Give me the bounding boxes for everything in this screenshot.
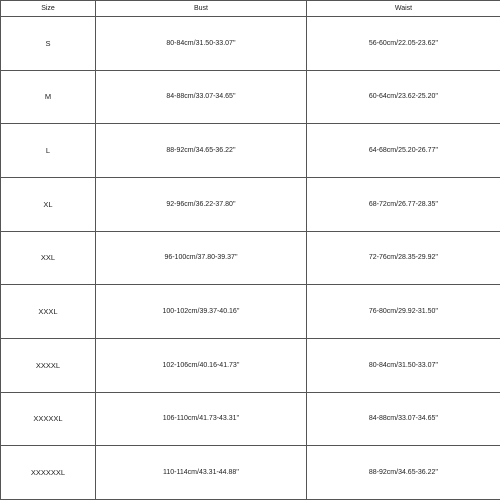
- bust-cell: 106-110cm/41.73-43.31'': [96, 392, 307, 446]
- waist-cell: 76-80cm/29.92-31.50'': [307, 285, 500, 339]
- size-cell: XL: [1, 177, 96, 231]
- size-cell: S: [1, 17, 96, 71]
- header-waist: Waist: [307, 1, 500, 17]
- waist-cell: 56-60cm/22.05-23.62'': [307, 17, 500, 71]
- waist-cell: 80-84cm/31.50-33.07'': [307, 338, 500, 392]
- size-cell: L: [1, 124, 96, 178]
- table-row: [1, 392, 500, 446]
- table-row: [1, 446, 500, 500]
- waist-cell: 72-76cm/28.35-29.92'': [307, 231, 500, 285]
- size-cell: XXXL: [1, 285, 96, 339]
- waist-cell: 64-68cm/25.20-26.77'': [307, 124, 500, 178]
- bust-cell: 96-100cm/37.80-39.37'': [96, 231, 307, 285]
- table-row: [1, 17, 500, 71]
- header-bust: Bust: [96, 1, 307, 17]
- size-cell: M: [1, 70, 96, 124]
- size-cell: XXXXXXL: [1, 446, 96, 500]
- table-header-row: [1, 1, 500, 17]
- bust-cell: 80-84cm/31.50-33.07'': [96, 17, 307, 71]
- table-row: [1, 70, 500, 124]
- waist-cell: 88-92cm/34.65-36.22'': [307, 446, 500, 500]
- waist-cell: 68-72cm/26.77-28.35'': [307, 177, 500, 231]
- waist-cell: 84-88cm/33.07-34.65'': [307, 392, 500, 446]
- size-cell: XXL: [1, 231, 96, 285]
- table-row: [1, 285, 500, 339]
- bust-cell: 110-114cm/43.31-44.88'': [96, 446, 307, 500]
- size-cell: XXXXXL: [1, 392, 96, 446]
- table-row: [1, 231, 500, 285]
- bust-cell: 84-88cm/33.07-34.65'': [96, 70, 307, 124]
- header-size: Size: [1, 1, 96, 17]
- table-row: [1, 177, 500, 231]
- bust-cell: 102-106cm/40.16-41.73'': [96, 338, 307, 392]
- bust-cell: 88-92cm/34.65-36.22'': [96, 124, 307, 178]
- waist-cell: 60-64cm/23.62-25.20'': [307, 70, 500, 124]
- bust-cell: 100-102cm/39.37-40.16'': [96, 285, 307, 339]
- bust-cell: 92-96cm/36.22-37.80'': [96, 177, 307, 231]
- table-row: [1, 124, 500, 178]
- size-cell: XXXXL: [1, 338, 96, 392]
- table-row: [1, 338, 500, 392]
